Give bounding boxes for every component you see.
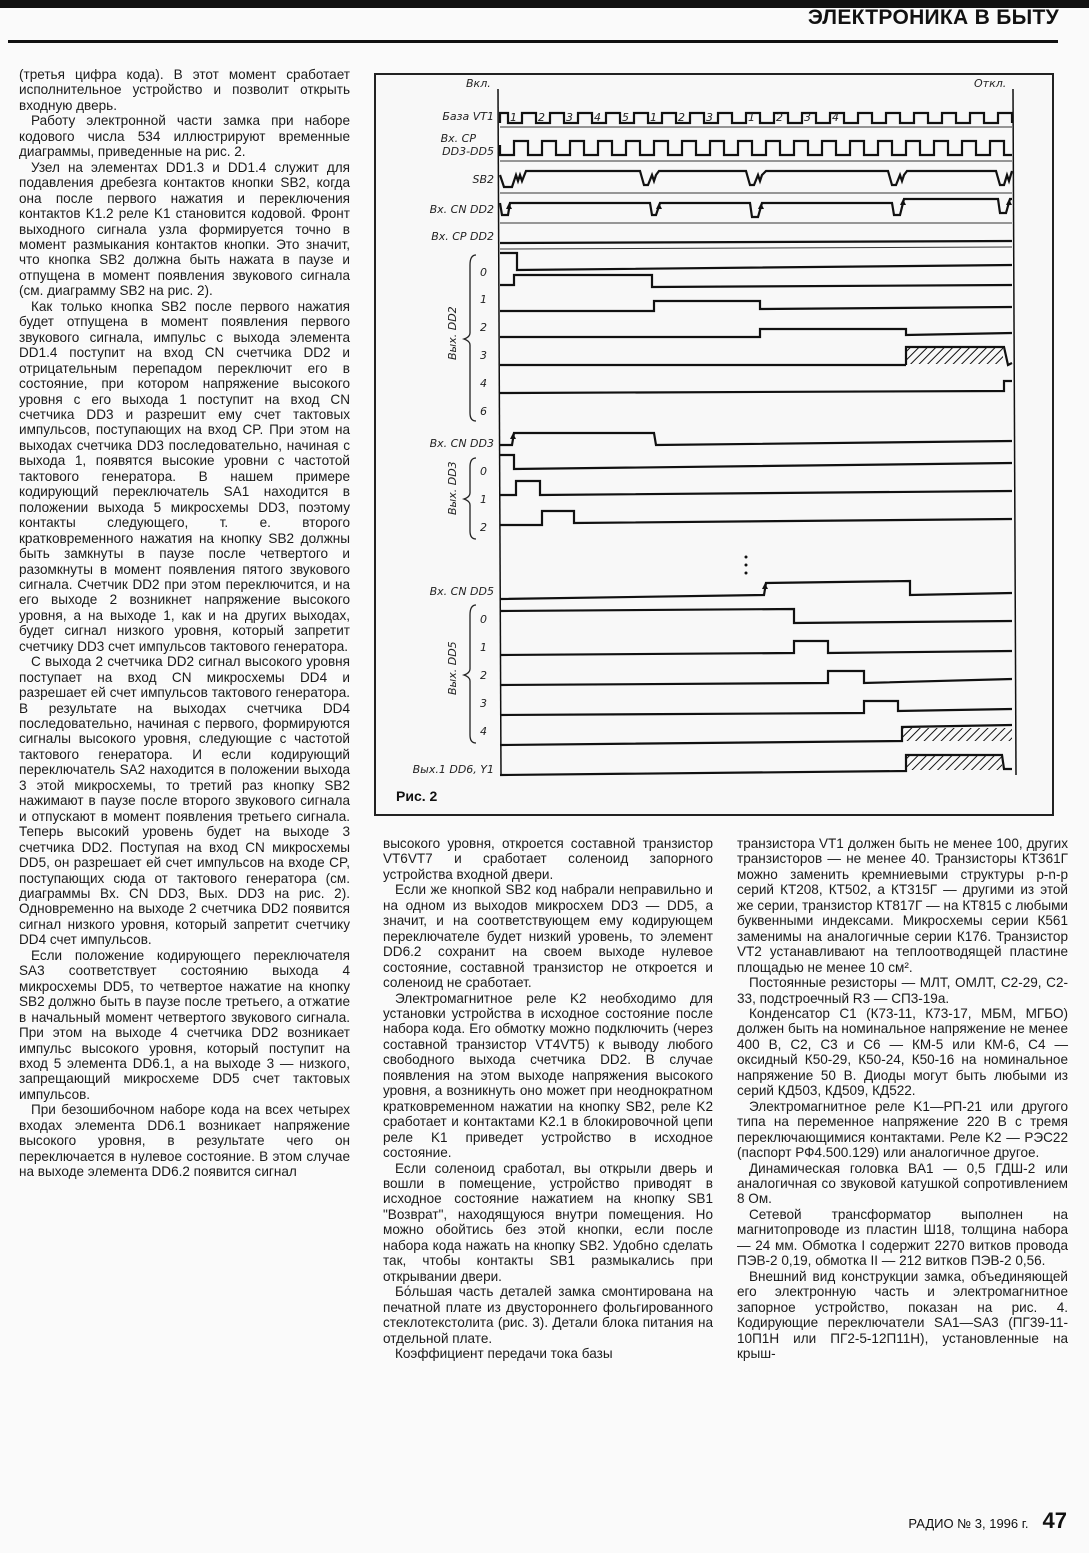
paragraph: Как только кнопка SB2 после первого нажатия будет отпущена в момент появления первого звукового сигнала, импульс с выхода элемента DD1.4 поступит на вход CN счетчика DD2 и отрицательным перепадом переключит его в состояние, при котором напряжение высокого уровня с его выхода 1 поступит на вход CN счетчика DD3 и разрешит ему счет тактовых импульсов, поступающих на вход CP. При этом на выходах счетчика DD3 последовательно, начиная с выхода 1, появятся высокие уровни с частотой тактового генератора. В нашем примере кодирующий переключатель SA1 находится в положении выхода 5 микросхемы DD3, поэтому контакты следующего, т. е. второго кратковременного нажатия на кнопку SB2 должны быть замкнуты в паузе после четвертого и разомкнуты в момент появления пятого звукового сигнала. Счетчик DD2 при этом переключится, и на его выходе 2 возникнет напряжение высокого уровня, а на выходе 1, как и на других выходах, будет сигнал низкого уровня, который запретит счетчику DD3 счет импульсов тактового генератора. (19, 298, 350, 654)
pulse-number: 4 (832, 111, 839, 124)
paragraph: Узел на элементах DD1.3 и DD1.4 служит для подавления дребезга контактов кнопки SB2, когда она после первого нажатия и переключения контактов K1.2 реле K1 становится кодовой. Фронт выходного сигнала узла формируется точно в момент размыкания контактов кнопки. Это значит, что кнопка SB2 должна быть нажата в паузе и отпущена в момент появления звукового сигнала (см. диаграмму SB2 на рис. 2). (19, 159, 350, 299)
output-index: 0 (480, 613, 487, 626)
paragraph: Бо́льшая часть деталей замка смонтирована на печатной плате из двустороннего фольгированного стеклотекстолита (рис. 3). Детали блока питания на отдельной плате. (383, 1284, 713, 1346)
signal-label: База VT1 (442, 110, 494, 123)
text-column-3 (737, 836, 1068, 1361)
paragraph: Сетевой трансформатор выполнен на магнитопроводе из пластин Ш18, толщина набора — 24 мм. Обмотка I содержит 2270 витков провода ПЭВ-2 0,19, обмотка II — 212 витков ПЭВ-2 0,56. (737, 1206, 1068, 1269)
pulse-number: 3 (804, 111, 811, 124)
signal-label: SB2 (472, 173, 494, 186)
paragraph: При безошибочном наборе кода на всех четырех входах элемента DD6.1 возникает напряжение высокого уровня, в результате чего он переключается в нулевое состояние. В этом случае на выходе элемента DD6.2 появится сигнал (19, 1102, 350, 1180)
output-index: 6 (480, 405, 487, 418)
output-index: 4 (480, 377, 487, 390)
label-off: Откл. (974, 77, 1007, 90)
output-index: 3 (480, 349, 487, 362)
group-label: Вых. DD2 (446, 306, 459, 360)
group-label: Вых. DD5 (446, 641, 459, 695)
output-index: 2 (480, 669, 487, 682)
title-rule (8, 40, 1058, 43)
hatched-region (906, 348, 1003, 364)
timing-diagram (376, 75, 1052, 814)
paragraph: (третья цифра кода). В этот момент сработает исполнительное устройство и позволит открыть входную дверь. (19, 67, 350, 113)
paragraph: Конденсатор C1 (К73-11, К73-17, МБМ, МГБО) должен быть на номинальное напряжение не менее 400 В, C2, C3 и C6 — КМ-5 или КМ-6, C4 — оксидный К50-29, К50-24, К50-16 на номинальное напряжение 50 В. Диоды могут быть любыми из серий КД503, КД509, КД522. (737, 1005, 1068, 1099)
paragraph: Если соленоид сработал, вы открыли дверь и вошли в помещение, устройство приводят в исходное состояние нажатием на кнопку SB1 "Возврат", находящуюся внутри помещения. Но можно обойтись без этой кнопки, если после набора кода нажать на кнопку SB2. Удобно сделать так, чтобы контакты SB1 размыкались при открывании двери. (383, 1160, 713, 1284)
output-index: 0 (480, 465, 487, 478)
label-on: Вкл. (466, 77, 491, 90)
signal-label: Вх. CP (440, 132, 476, 145)
pulse-number: 2 (678, 111, 685, 124)
paragraph: Электромагнитное реле K2 необходимо для установки устройства в исходное состояние после набора кода. Его обмотку можно подключить (через составной транзистор VT4VT5) к выводу любого свободного выхода счетчика DD2. В случае появления на этом выходе напряжения высокого уровня, а возникнуть оно может при неоднократном кратковременном нажатии на кнопку SB2, реле K2 сработает и контактами K2.1 в блокировочной цепи реле K1 приведет устройство в исходное состояние. (383, 990, 713, 1161)
pulse-number: 3 (566, 111, 573, 124)
paragraph: Если же кнопкой SB2 код набрали неправильно и на одном из выходов микросхем DD3 — DD5, а значит, и на соответствующем ему кодирующем переключателе будет низкий уровень, то элемент DD6.2 сохранит на своем выходе нулевое состояние, составной транзистор не откроется и соленоид не сработает. (383, 882, 713, 991)
signal-label: Вх. CN DD3 (429, 437, 494, 450)
journal-issue: РАДИО № 3, 1996 г. (908, 1516, 1029, 1531)
paragraph: Если положение кодирующего переключателя SA3 соответствует состоянию выхода 4 микросхемы DD5, то четвертое нажатие на кнопку SB2 должно быть в паузе после третьего, а отжатие в начальный момент четвертого звукового сигнала. При этом на выходе 4 счетчика DD2 возникает импульс высокого уровня, который поступит на вход 5 элемента DD6.1, а на выходе 3 — низкого, запрещающий микросхеме DD5 счет тактовых импульсов. (19, 947, 350, 1102)
paragraph: Динамическая головка BA1 — 0,5 ГДШ-2 или аналогичная со звуковой катушкой сопротивлением 8 Ом. (737, 1160, 1068, 1207)
waveforms (500, 113, 1012, 775)
signal-label: Вх. CN DD5 (429, 585, 494, 598)
paragraph: транзистора VT1 должен быть не менее 100, других транзисторов — не менее 40. Транзисторы КТ361Г можно заменить кремниевыми структуры p-n-p серий КТ208, КТ502, а КТ315Г — другими из этой же серии, транзистор КТ817Г — на КТ815 с любыми буквенными индексами. Микросхемы серии К561 заменимы на аналогичные серии К176. Транзистор VT2 устанавливают на теплоотводящей пластине площадью не менее 10 см². (737, 836, 1068, 975)
pulse-number: 3 (706, 111, 713, 124)
signal-label: DD3-DD5 (442, 145, 494, 158)
signal-label: Вх. CP DD2 (431, 230, 494, 243)
output-index: 1 (480, 641, 487, 654)
text-column-1 (19, 67, 350, 1180)
paragraph: Внешний вид конструкции замка, объединяющей его электронную часть и электромагнитное запорное устройство, показан на рис. 4. Кодирующие переключатели SA1—SA3 (ПГ39-11-10П1Н или ПГ2-5-12П11Н), установленные на крыш- (737, 1268, 1068, 1361)
group-label: Вых. DD3 (446, 461, 459, 515)
pulse-number: 4 (594, 111, 601, 124)
signal-label: Вх. CN DD2 (429, 203, 494, 216)
text-column-2 (383, 836, 713, 1361)
output-index: 0 (480, 266, 487, 279)
pulse-number: 5 (622, 111, 629, 124)
output-index: 3 (480, 697, 487, 710)
signal-label: Вых.1 DD6, Y1 (412, 763, 494, 776)
pulse-number: 1 (650, 111, 657, 124)
page-number: 47 (1042, 1508, 1067, 1533)
timing-diagram-figure (374, 73, 1054, 816)
pulse-number: 1 (748, 111, 755, 124)
output-index: 4 (480, 725, 487, 738)
figure-caption: Рис. 2 (396, 788, 438, 804)
paragraph: Постоянные резисторы — МЛТ, ОМЛТ, С2-29, С2-33, подстроечный R3 — СП3-19а. (737, 975, 1068, 1006)
page-footer (908, 1508, 1067, 1534)
paragraph: Работу электронной части замка при наборе кодового числа 534 иллюстрируют временные диаграммы, приведенные на рис. 2. (19, 113, 350, 160)
paragraph: С выхода 2 счетчика DD2 сигнал высокого уровня поступает на вход CN микросхемы DD4 и разрешает ей счет импульсов тактового генератора. В результате на выходах счетчика DD4 последовательно, начиная с первого, формируются сигналы высокого уровня, следующие с частотой тактового генератора. И если кодирующий переключатель SA2 находится в положении выхода 3 этой микросхемы, то третий раз кнопку SB2 нажимают в паузе после второго звукового сигнала и отпускают в момент появления третьего сигнала. Теперь высокий уровень будет на выходе 3 счетчика DD2. Поступая на вход CN микросхемы DD5, он разрешает ей счет импульсов на входе CP, поступающих сюда от тактового генератора (см. диаграммы Вх. CN DD3, Вых. DD3 на рис. 2). Одновременно на выходе 2 счетчика DD2 появится сигнал низкого уровня, который запретит счетчику DD4 счет импульсов. (19, 654, 350, 948)
paragraph: высокого уровня, откроется составной транзистор VT6VT7 и сработает соленоид запорного устройства входной двери. (383, 836, 713, 882)
output-index: 1 (480, 293, 487, 306)
paragraph: Коэффициент передачи тока базы (395, 1345, 613, 1361)
output-index: 1 (480, 493, 487, 506)
pulse-number: 2 (538, 111, 545, 124)
pulse-number: 1 (510, 111, 517, 124)
output-index: 2 (480, 321, 487, 334)
pulse-number: 2 (776, 111, 783, 124)
hatched-region (902, 728, 1012, 741)
output-index: 2 (480, 521, 487, 534)
section-title: ЭЛЕКТРОНИКА В БЫТУ (807, 6, 1059, 29)
hatched-region (906, 756, 1002, 770)
paragraph: Электромагнитное реле K1—РП-21 или другого типа на переменное напряжение 220 В с тремя переключающимися контактами. Реле K2 — РЭС22 (паспорт РФ4.500.129) или аналогичное другое. (737, 1098, 1068, 1161)
